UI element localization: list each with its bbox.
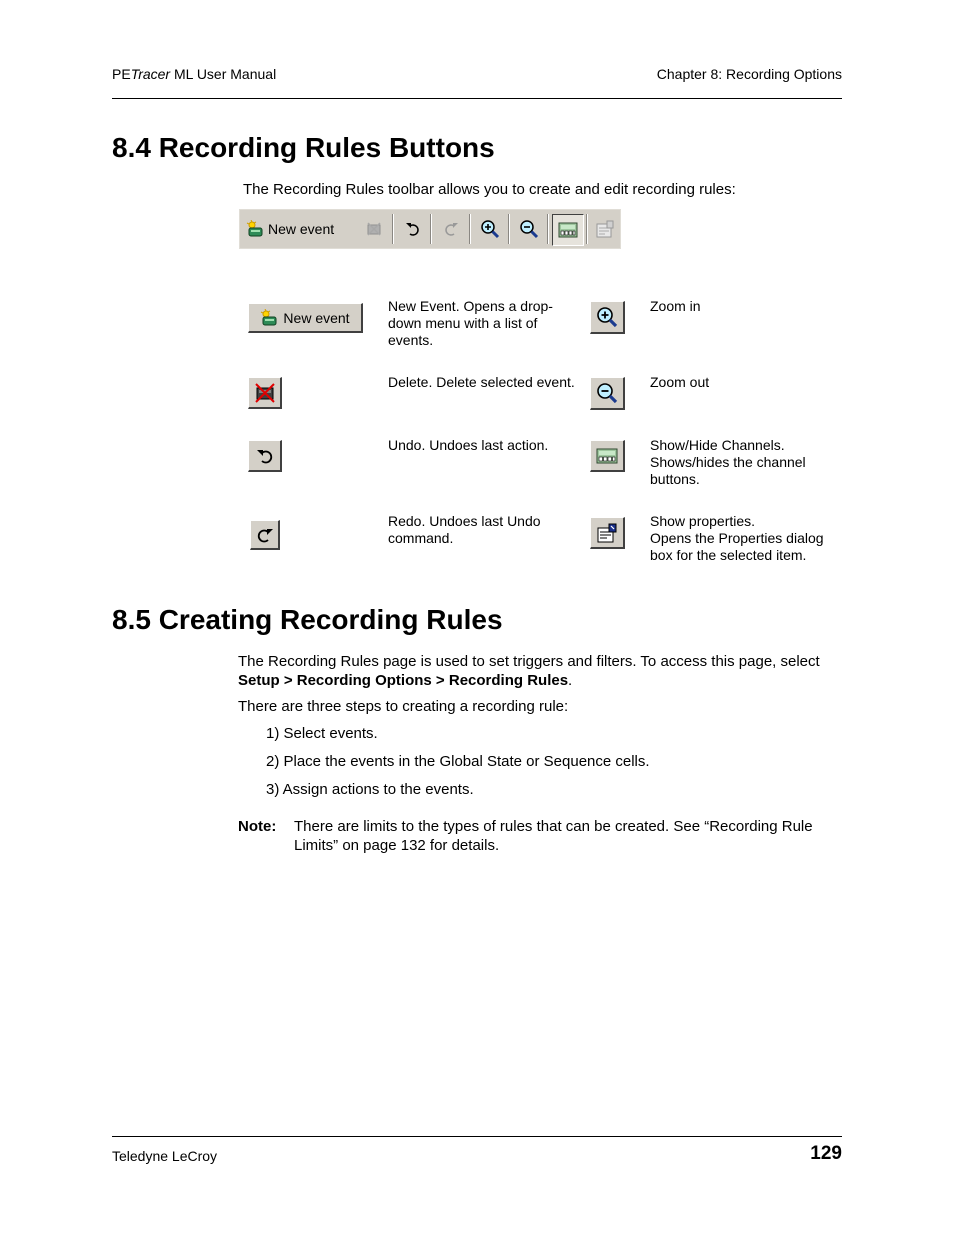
section-85-paragraph-2: There are three steps to creating a recording rule: [238,698,569,715]
toolbar-separator [586,214,588,244]
toolbar-delete-button[interactable] [362,216,386,242]
recording-rules-toolbar [239,209,621,249]
new-event-icon [246,220,264,238]
redo-icon [255,525,275,545]
delete-icon [365,220,383,238]
section-title-8-4: 8.4 Recording Rules Buttons [112,132,495,163]
step-item: 3) Assign actions to the events. [266,781,474,798]
zoom-in-button[interactable] [590,301,625,334]
zoom-out-description: Zoom out [650,374,710,390]
delete-description: Delete. Delete selected event. [388,374,575,390]
zoom-out-button[interactable] [590,377,625,410]
footer-rule [112,1136,842,1137]
new-event-button-label: New event [283,309,350,326]
properties-icon [595,219,615,239]
note-label: Note: [238,818,277,835]
zoom-in-description: Zoom in [650,298,701,314]
properties-description-line2: Opens the Properties dialog box for the selected item. [650,530,824,563]
new-event-button[interactable] [248,303,363,333]
section-intro: The Recording Rules toolbar allows you to create and edit recording rules: [243,181,736,198]
channels-icon [596,447,618,465]
delete-icon [254,382,276,404]
toolbar-separator [469,214,471,244]
toolbar-new-event-label: New event [268,221,335,237]
new-event-description: New Event. Opens a drop-down menu with a list of events. [388,298,553,348]
zoom-out-icon [596,382,618,404]
running-header-title: PETracer ML User Manual [112,66,277,82]
undo-icon [404,220,422,238]
channels-icon [558,221,578,239]
header-rule [112,98,842,99]
note-text: There are limits to the types of rules that can be created. See “Recording Rule Limits” on page 132 for details. [294,818,813,854]
toolbar-zoom-out-button[interactable] [516,216,542,242]
toolbar-undo-button[interactable] [400,216,426,242]
page-number: 129 [810,1143,842,1164]
new-event-icon [260,309,278,327]
channels-description: Show/Hide Channels. Shows/hides the channel buttons. [650,437,806,487]
zoom-out-icon [519,219,539,239]
toolbar-separator [392,214,394,244]
section-85-paragraph-1: The Recording Rules page is used to set triggers and filters. To access this page, select Setup > Recording Options > Recording Rules. [238,653,820,689]
toolbar-redo-button[interactable] [438,216,464,242]
toolbar-separator [508,214,510,244]
zoom-in-icon [596,306,618,328]
properties-description-line1: Show properties. [650,513,756,529]
redo-description: Redo. Undoes last Undo command. [388,513,541,546]
toolbar-separator [547,214,549,244]
zoom-in-icon [480,219,500,239]
delete-button[interactable] [248,377,282,409]
toolbar-new-event-button[interactable] [246,216,334,242]
channels-button[interactable] [590,440,625,472]
properties-button[interactable] [590,517,625,549]
properties-icon [596,522,618,544]
undo-icon [255,446,275,466]
redo-button[interactable] [250,520,280,550]
footer-company: Teledyne LeCroy [112,1148,218,1164]
toolbar-channels-button[interactable] [552,214,584,246]
undo-description: Undo. Undoes last action. [388,437,549,453]
section-title-8-5: 8.5 Creating Recording Rules [112,604,503,635]
toolbar-separator [430,214,432,244]
redo-icon [442,220,460,238]
step-item: 1) Select events. [266,725,378,742]
step-item: 2) Place the events in the Global State or Sequence cells. [266,753,650,770]
toolbar-zoom-in-button[interactable] [477,216,503,242]
running-header-chapter: Chapter 8: Recording Options [656,66,842,82]
toolbar-properties-button[interactable] [592,216,618,242]
undo-button[interactable] [248,440,282,472]
properties-description [650,513,840,564]
